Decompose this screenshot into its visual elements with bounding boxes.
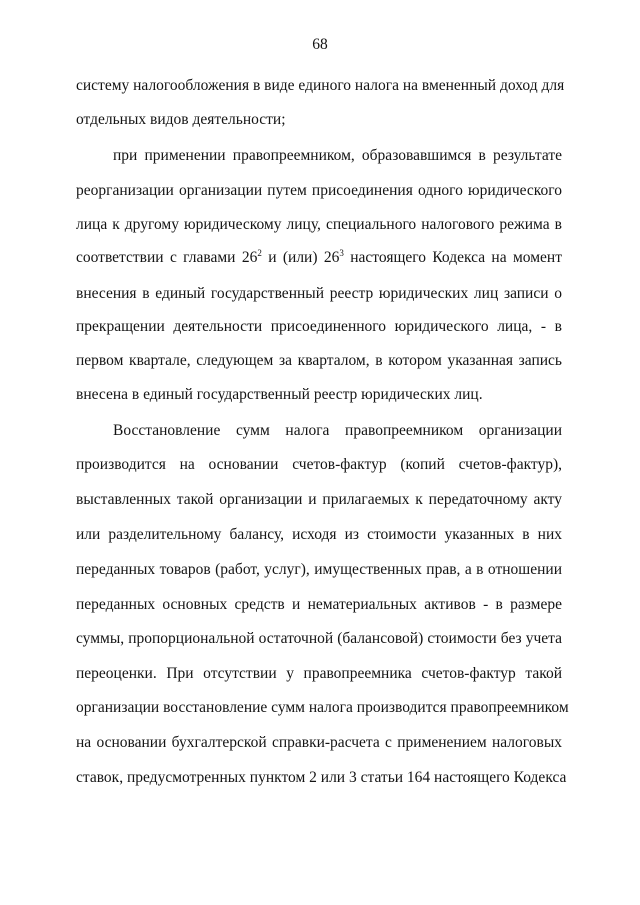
text-line: на основании бухгалтерской справки-расчета с применением налоговых (76, 734, 562, 751)
text-line: организации восстановление сумм налога производится правопреемником (76, 699, 569, 716)
text-line: внесения в единый государственный реестр юридических лиц записи о (76, 285, 562, 302)
text-fragment: настоящего Кодекса на момент (343, 249, 562, 266)
text-line-with-superscripts (76, 248, 562, 268)
text-line: производится на основании счетов-фактур (копий счетов-фактур), (76, 456, 562, 473)
text-line: лица к другому юридическому лицу, специального налогового режима в (76, 216, 562, 233)
page-number: 68 (312, 36, 328, 53)
text-line: суммы, пропорциональной остаточной (балансовой) стоимости без учета (76, 630, 562, 647)
text-fragment: и (или) 26 (261, 249, 340, 266)
text-line: переоценки. При отсутствии у правопреемника счетов-фактур такой (76, 665, 562, 682)
text-line: ставок, предусмотренных пунктом 2 или 3 статьи 164 настоящего Кодекса (76, 769, 567, 786)
text-line: переданных товаров (работ, услуг), имущественных прав, а в отношении (76, 561, 562, 578)
superscript: 3 (339, 248, 344, 258)
text-line: реорганизации организации путем присоединения одного юридического (76, 182, 562, 199)
text-line: прекращении деятельности присоединенного юридического лица, - в (76, 318, 562, 335)
text-fragment: соответствии с главами 26 (76, 249, 258, 266)
text-line: переданных основных средств и нематериальных активов - в размере (76, 596, 562, 613)
text-line: систему налогообложения в виде единого налога на вмененный доход для (76, 77, 565, 94)
text-line: Восстановление сумм налога правопреемником организации (113, 422, 562, 439)
text-line: первом квартале, следующем за кварталом, в котором указанная запись (76, 352, 562, 369)
text-line: внесена в единый государственный реестр юридических лиц. (76, 386, 483, 403)
superscript: 2 (257, 248, 262, 258)
text-line: отдельных видов деятельности; (76, 111, 286, 128)
text-line: или разделительному балансу, исходя из стоимости указанных в них (76, 526, 562, 543)
text-line: при применении правопреемником, образовавшимся в результате (113, 147, 562, 164)
text-line: выставленных такой организации и прилагаемых к передаточному акту (76, 491, 562, 508)
